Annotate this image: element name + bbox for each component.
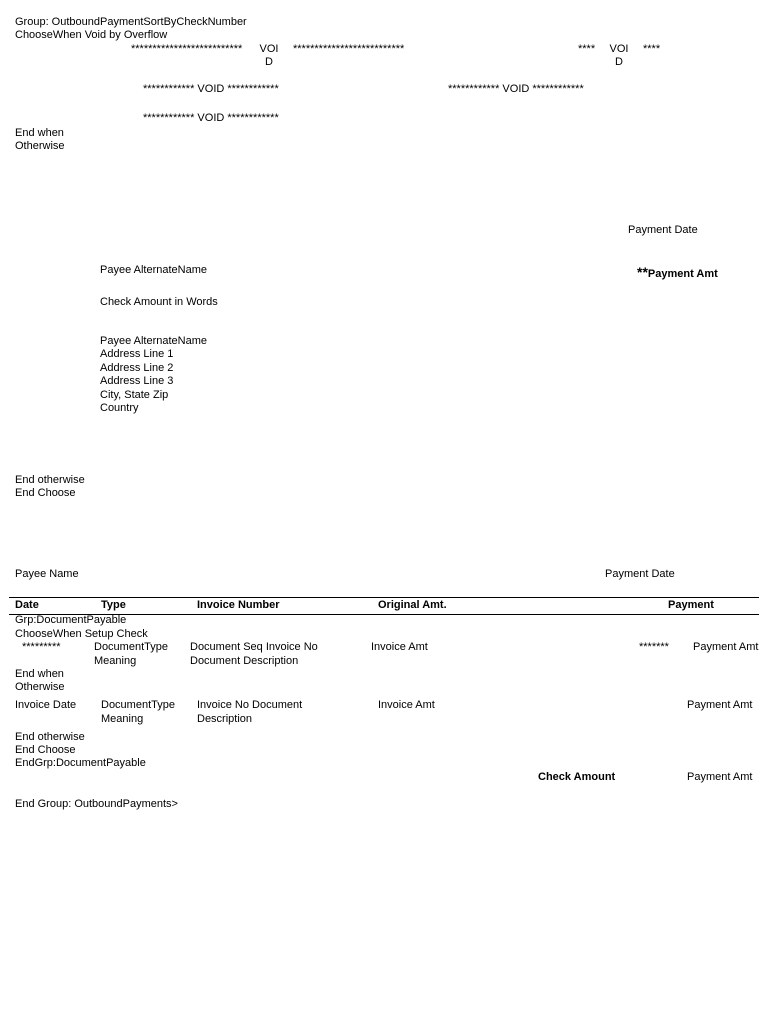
address-line-2: Address Line 2	[100, 362, 174, 374]
row-payment-amt: Payment Amt	[687, 699, 753, 711]
end-when-label: End when	[15, 127, 64, 139]
void-line-2: ************ VOID ************	[448, 83, 584, 95]
choose-void-line: ChooseWhen Void by Overflow	[15, 29, 168, 41]
stub-otherwise: Otherwise	[15, 681, 65, 693]
stub-payment-date: Payment Date	[605, 568, 675, 580]
otherwise-label: Otherwise	[15, 140, 65, 152]
row-invoice-no: Invoice No Document	[197, 699, 303, 711]
stub-end-otherwise: End otherwise	[15, 731, 85, 743]
voi-right: VOI	[609, 43, 629, 55]
setup-doc-type-meaning: Meaning	[94, 655, 137, 667]
amount-asterisks: **	[637, 264, 648, 280]
check-amount-label: Check Amount	[538, 771, 616, 783]
end-group-label: End Group: OutboundPayments>	[15, 798, 178, 810]
setup-doc-description: Document Description	[190, 655, 299, 667]
col-invoice-number: Invoice Number	[197, 599, 280, 611]
choose-when-setup: ChooseWhen Setup Check	[15, 628, 148, 640]
address-payee-name: Payee AlternateName	[100, 335, 208, 347]
setup-stars: *********	[22, 641, 61, 653]
void-line-1: ************ VOID ************	[143, 83, 279, 95]
check-payment-date: Payment Date	[628, 224, 698, 236]
address-city-state-zip: City, State Zip	[100, 389, 169, 401]
end-grp-document-payable: EndGrp:DocumentPayable	[15, 757, 146, 769]
check-payment-amount	[637, 266, 718, 281]
row-invoice-date: Invoice Date	[15, 699, 77, 711]
end-choose-label: End Choose	[15, 487, 76, 499]
row-invoice-amt: Invoice Amt	[378, 699, 435, 711]
row-doc-type: DocumentType	[101, 699, 175, 711]
col-date: Date	[15, 599, 39, 611]
setup-doc-seq: Document Seq Invoice No	[190, 641, 318, 653]
d-right: D	[615, 56, 623, 68]
row-invoice-description: Description	[197, 713, 253, 725]
group-line: Group: OutboundPaymentSortByCheckNumber	[15, 16, 247, 28]
end-otherwise-label: End otherwise	[15, 474, 85, 486]
table-top-rule	[9, 597, 759, 598]
setup-payment-amt: Payment Amt	[693, 641, 759, 653]
check-amount-value: Payment Amt	[687, 771, 753, 783]
setup-doc-type: DocumentType	[94, 641, 168, 653]
stars-long-right: **************************	[293, 43, 405, 55]
row-doc-type-meaning: Meaning	[101, 713, 144, 725]
void-line-3: ************ VOID ************	[143, 112, 279, 124]
stub-payee-name: Payee Name	[15, 568, 79, 580]
d-left: D	[265, 56, 273, 68]
stub-end-when: End when	[15, 668, 64, 680]
setup-invoice-amt: Invoice Amt	[371, 641, 428, 653]
grp-document-payable: Grp:DocumentPayable	[15, 614, 127, 626]
address-line-1: Address Line 1	[100, 348, 174, 360]
col-type: Type	[101, 599, 126, 611]
payment-amt-label: Payment Amt	[647, 268, 718, 280]
payee-alternate-name: Payee AlternateName	[100, 264, 208, 276]
address-line-3: Address Line 3	[100, 375, 174, 387]
col-original-amt: Original Amt.	[378, 599, 447, 611]
voi-left: VOI	[259, 43, 279, 55]
setup-pay-stars: *******	[639, 641, 669, 653]
stars-short-right: ****	[643, 43, 661, 55]
col-payment: Payment	[668, 599, 714, 611]
stars-long-left: **************************	[131, 43, 243, 55]
stars-short-left: ****	[578, 43, 596, 55]
check-amount-words: Check Amount in Words	[100, 296, 218, 308]
address-country: Country	[100, 402, 139, 414]
stub-end-choose: End Choose	[15, 744, 76, 756]
